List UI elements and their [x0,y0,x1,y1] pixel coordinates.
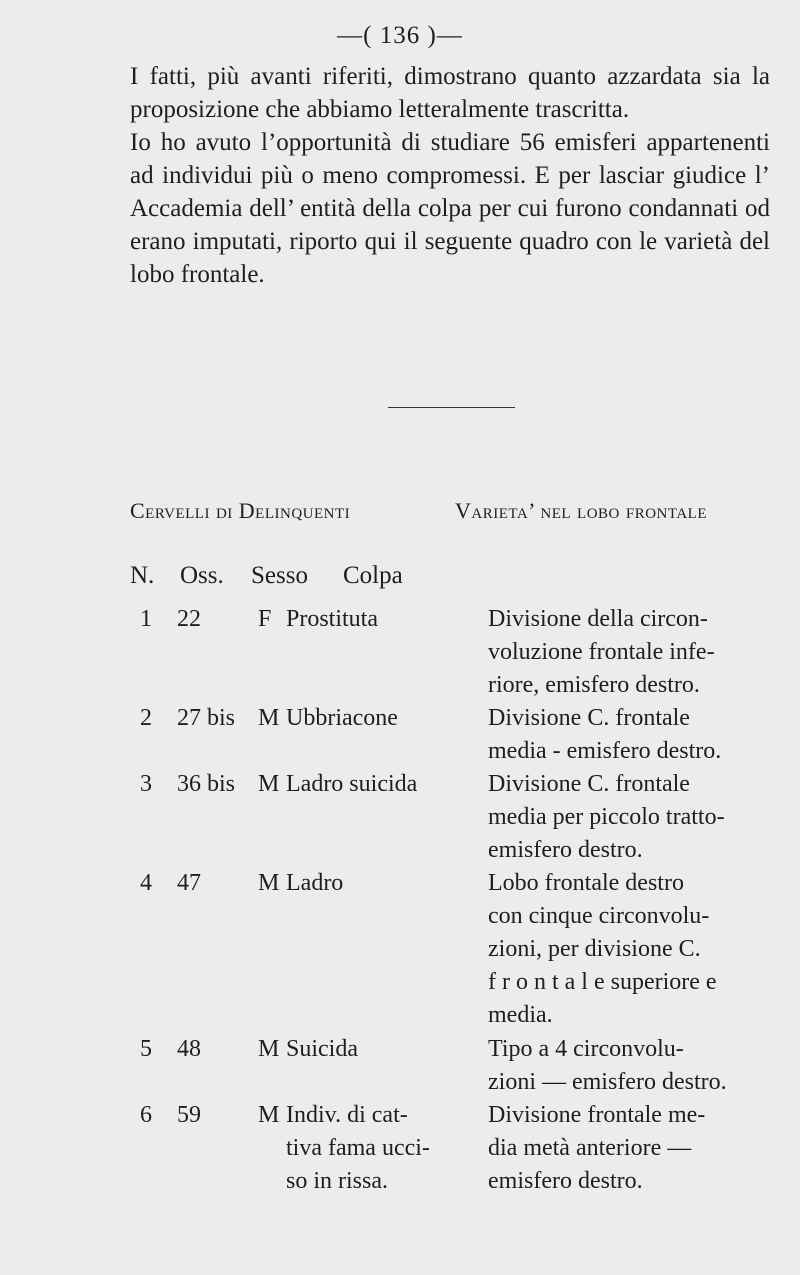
row-oss: 48 [177,1036,201,1062]
row-colpa: Ladro suicida [286,771,418,797]
row-oss: 22 [177,606,201,632]
row-description: Divisione frontale me- dia metà anteriore — emisfero destro. [488,1102,706,1194]
row-n: 2 [140,705,152,731]
header-n: N. [130,562,155,589]
row-description: Divisione della circon- voluzione frontale infe- riore, emisfero destro. [488,606,715,698]
row-n: 1 [140,606,152,632]
row-oss: 59 [177,1102,201,1128]
row-oss: 47 [177,870,201,896]
row-sesso: M [258,705,280,731]
row-sesso: M [258,771,280,797]
intro-paragraph-1: I fatti, più avanti riferiti, dimostrano quanto azzardata sia la proposizione che abbiamo letteralmente trascritta. [130,63,770,123]
page-number: —( 136 )— [337,22,463,49]
intro-paragraph-2: Io ho avuto l’opportunità di studiare 56 emisferi appartenenti ad individui più o meno compromessi. E per lasciar giudice l’ Accademia dell’ entità della colpa per cui furono condannati od erano imputati, riporto qui il seguente quadro con le varietà del lobo frontale. [130,129,770,288]
row-oss: 27 bis [177,705,236,731]
row-sesso: M [258,1102,280,1128]
row-description: Divisione C. frontale media per piccolo tratto- emisfero destro. [488,771,725,863]
row-n: 6 [140,1102,152,1128]
row-n: 5 [140,1036,152,1062]
caption-right: Varieta’ nel lobo frontale [455,498,707,523]
header-oss: Oss. [180,562,224,589]
row-description: Tipo a 4 circonvolu- zioni — emisfero destro. [488,1036,727,1095]
row-oss: 36 bis [177,771,236,797]
row-description: Divisione C. frontale media - emisfero destro. [488,705,722,764]
row-colpa: Indiv. di cat- tiva fama ucci- so in rissa. [286,1102,430,1194]
row-sesso: M [258,1036,280,1062]
row-description: Lobo frontale destro con cinque circonvolu- zioni, per divisione C. f r o n t a l e superiore e media. [488,870,717,1028]
row-n: 4 [140,870,152,896]
row-n: 3 [140,771,152,797]
header-sesso: Sesso [251,562,308,589]
row-colpa: Ubbriacone [286,705,398,731]
row-colpa: Prostituta [286,606,379,632]
header-colpa: Colpa [343,562,403,589]
row-colpa: Suicida [286,1036,358,1062]
caption-left: Cervelli di Delinquenti [130,498,351,523]
row-colpa: Ladro [286,870,344,896]
row-sesso: F [258,606,272,632]
row-sesso: M [258,870,280,896]
